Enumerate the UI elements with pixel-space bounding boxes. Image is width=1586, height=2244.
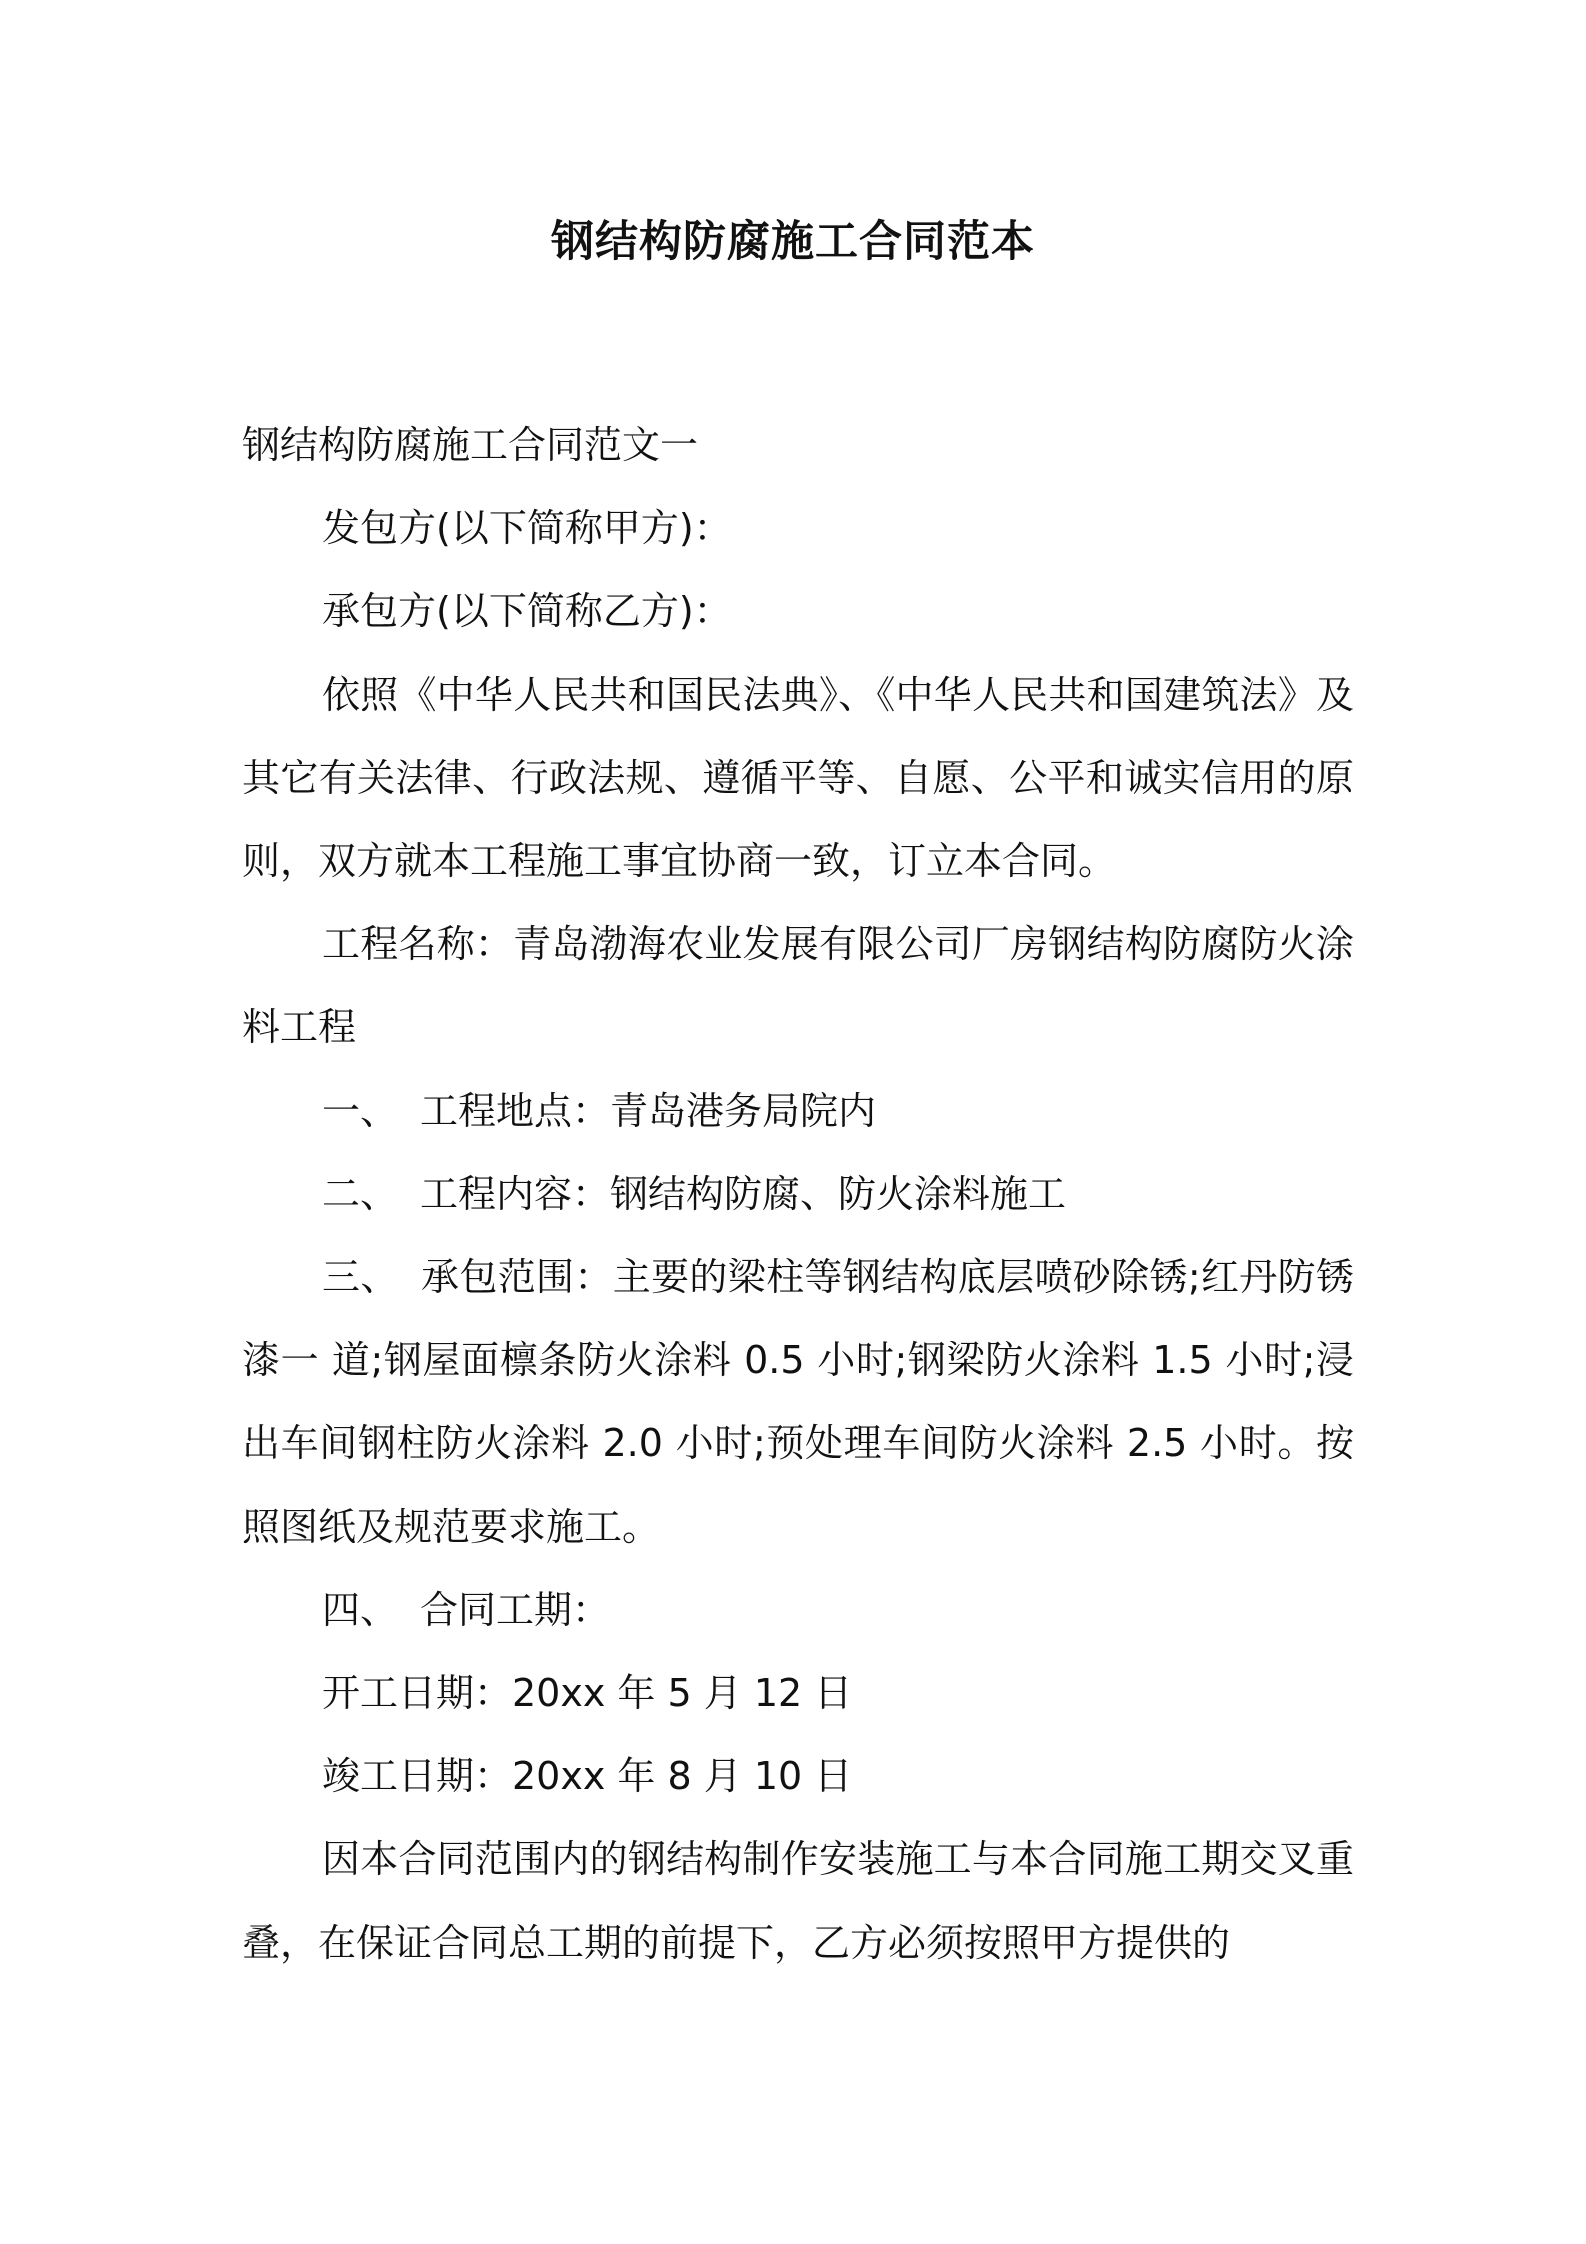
legal-basis-paragraph: 依照《中华人民共和国民法典》、《中华人民共和国建筑法》及其它有关法律、行政法规、遵循平等、自愿、公平和诚实信用的原则，双方就本工程施工事宜协商一致，订立本合同。: [242, 672, 1354, 884]
contract-subtitle: 钢结构防腐施工合同范文一: [242, 423, 699, 467]
item-location: [242, 1070, 1354, 1153]
item-content: [242, 1153, 1354, 1236]
project-name-paragraph: 工程名称：青岛渤海农业发展有限公司厂房钢结构防腐防火涂料工程: [242, 922, 1354, 1050]
item-text: 承包范围：主要的梁柱等钢结构底层喷砂除锈;红丹防锈漆一 道;钢屋面檩条防火涂料 0.5 小时;钢梁防火涂料 1.5 小时;浸出车间钢柱防火涂料 2.0 小时;预处理车间防火涂料 2.5 小时。按照图纸及规范要求施工。: [242, 1255, 1354, 1549]
item-text: 工程内容：钢结构防腐、防火涂料施工: [420, 1171, 1067, 1216]
item-number: 二、: [322, 1171, 399, 1216]
item-text: 工程地点：青岛港务局院内: [420, 1088, 877, 1133]
document-title: 钢结构防腐施工合同范本: [551, 217, 1035, 267]
item-number: 三、: [322, 1255, 399, 1300]
party-b-line: 承包方(以下简称乙方)：: [322, 589, 732, 634]
document-body: [242, 404, 1354, 1985]
item-duration: [242, 1569, 1354, 1652]
item-text: 合同工期：: [420, 1587, 611, 1632]
item-scope: [242, 1236, 1354, 1569]
end-date-line: 竣工日期：20xx 年 8 月 10 日: [322, 1754, 853, 1799]
party-a-line: 发包方(以下简称甲方)：: [322, 506, 732, 551]
overlap-paragraph: 因本合同范围内的钢结构制作安装施工与本合同施工期交叉重叠，在保证合同总工期的前提下，乙方必须按照甲方提供的: [242, 1837, 1354, 1965]
start-date-line: 开工日期：20xx 年 5 月 12 日: [322, 1671, 853, 1716]
item-number: 四、: [322, 1587, 399, 1632]
item-number: 一、: [322, 1088, 399, 1133]
